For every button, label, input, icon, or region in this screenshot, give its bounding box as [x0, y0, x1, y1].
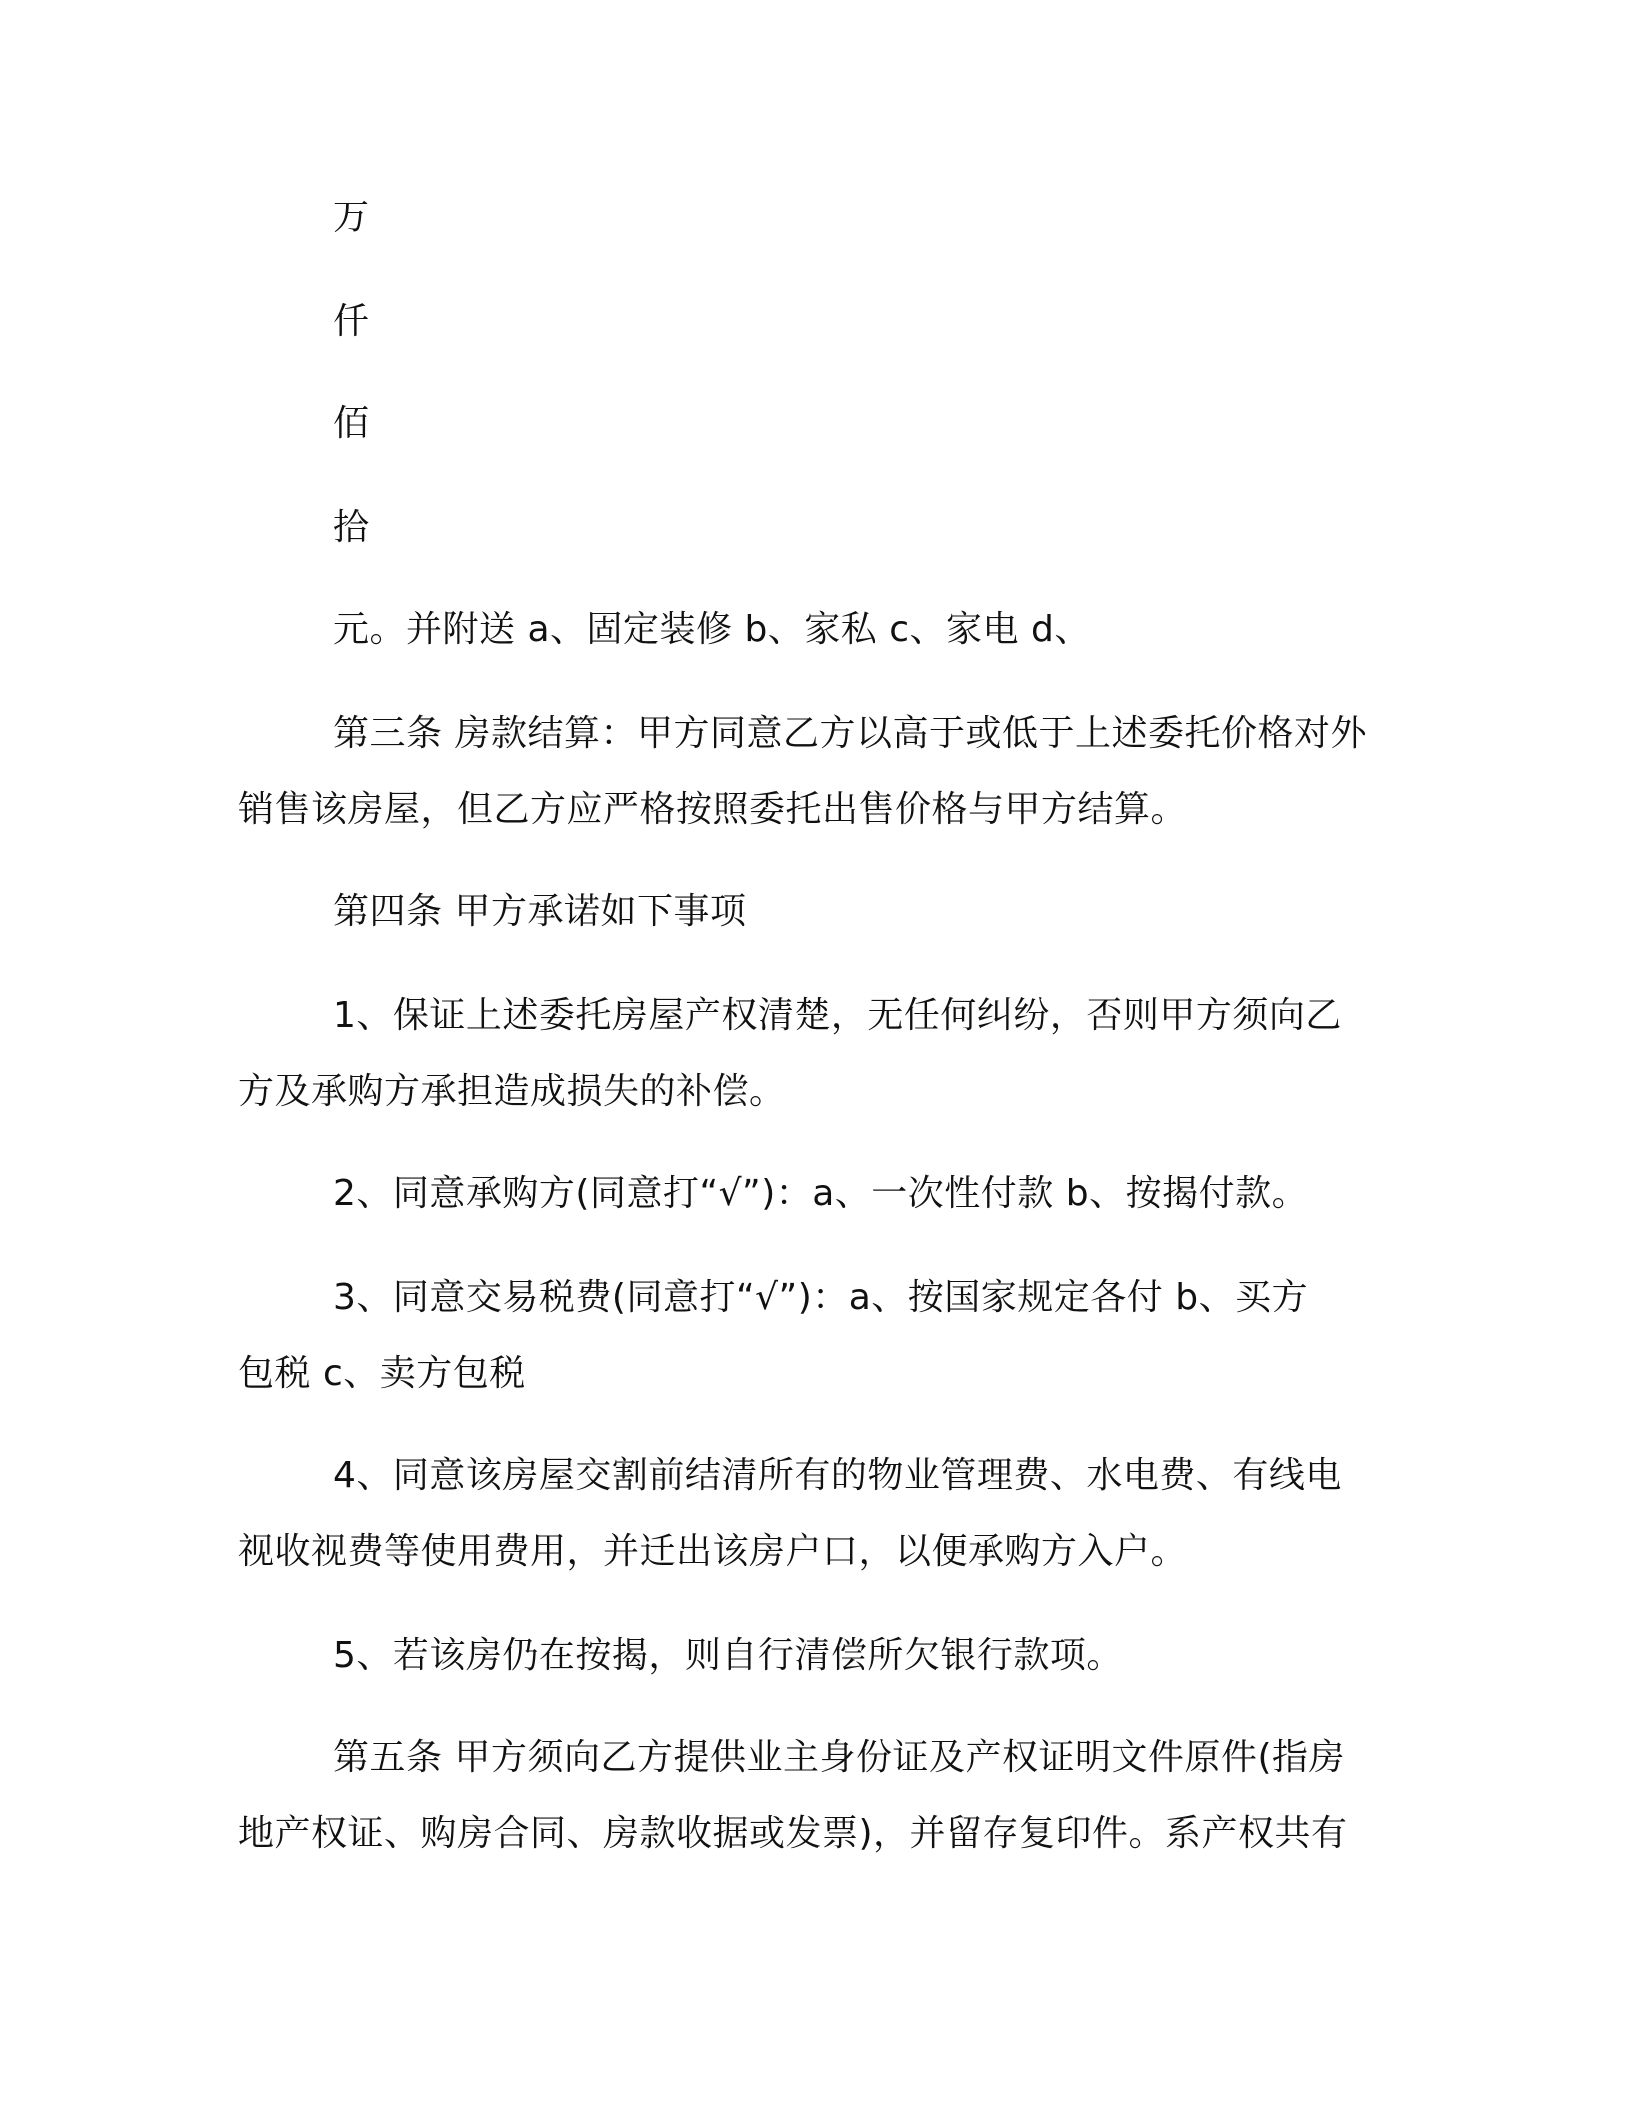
article4-item1-line2: 方及承购方承担造成损失的补偿。	[238, 1071, 786, 1112]
amount-unit-qian: 仟	[333, 301, 370, 342]
article4-item1-line1: 1、保证上述委托房屋产权清楚，无任何纠纷，否则甲方须向乙	[333, 995, 1342, 1036]
article4-item3-line2: 包税 c、卖方包税	[238, 1353, 526, 1394]
article5-line1: 第五条 甲方须向乙方提供业主身份证及产权证明文件原件(指房	[333, 1737, 1345, 1778]
amount-unit-wan: 万	[333, 197, 370, 238]
gift-line: 元。并附送 a、固定装修 b、家私 c、家电 d、	[333, 609, 1091, 650]
amount-unit-bai: 佰	[333, 403, 370, 444]
article4-heading: 第四条 甲方承诺如下事项	[333, 891, 747, 932]
article3-line1: 第三条 房款结算：甲方同意乙方以高于或低于上述委托价格对外	[333, 713, 1367, 754]
article4-item4-line1: 4、同意该房屋交割前结清所有的物业管理费、水电费、有线电	[333, 1455, 1342, 1496]
article4-item2-line1: 2、同意承购方(同意打“√”)：a、一次性付款 b、按揭付款。	[333, 1173, 1309, 1214]
article4-item5-line1: 5、若该房仍在按揭，则自行清偿所欠银行款项。	[333, 1635, 1123, 1676]
article4-item3-line1: 3、同意交易税费(同意打“√”)：a、按国家规定各付 b、买方	[333, 1277, 1309, 1318]
article3-line2: 销售该房屋，但乙方应严格按照委托出售价格与甲方结算。	[238, 789, 1188, 830]
article5-line2: 地产权证、购房合同、房款收据或发票)，并留存复印件。系产权共有	[238, 1813, 1348, 1854]
article4-item4-line2: 视收视费等使用费用，并迁出该房户口，以便承购方入户。	[238, 1531, 1188, 1572]
amount-unit-shi: 拾	[333, 507, 370, 548]
